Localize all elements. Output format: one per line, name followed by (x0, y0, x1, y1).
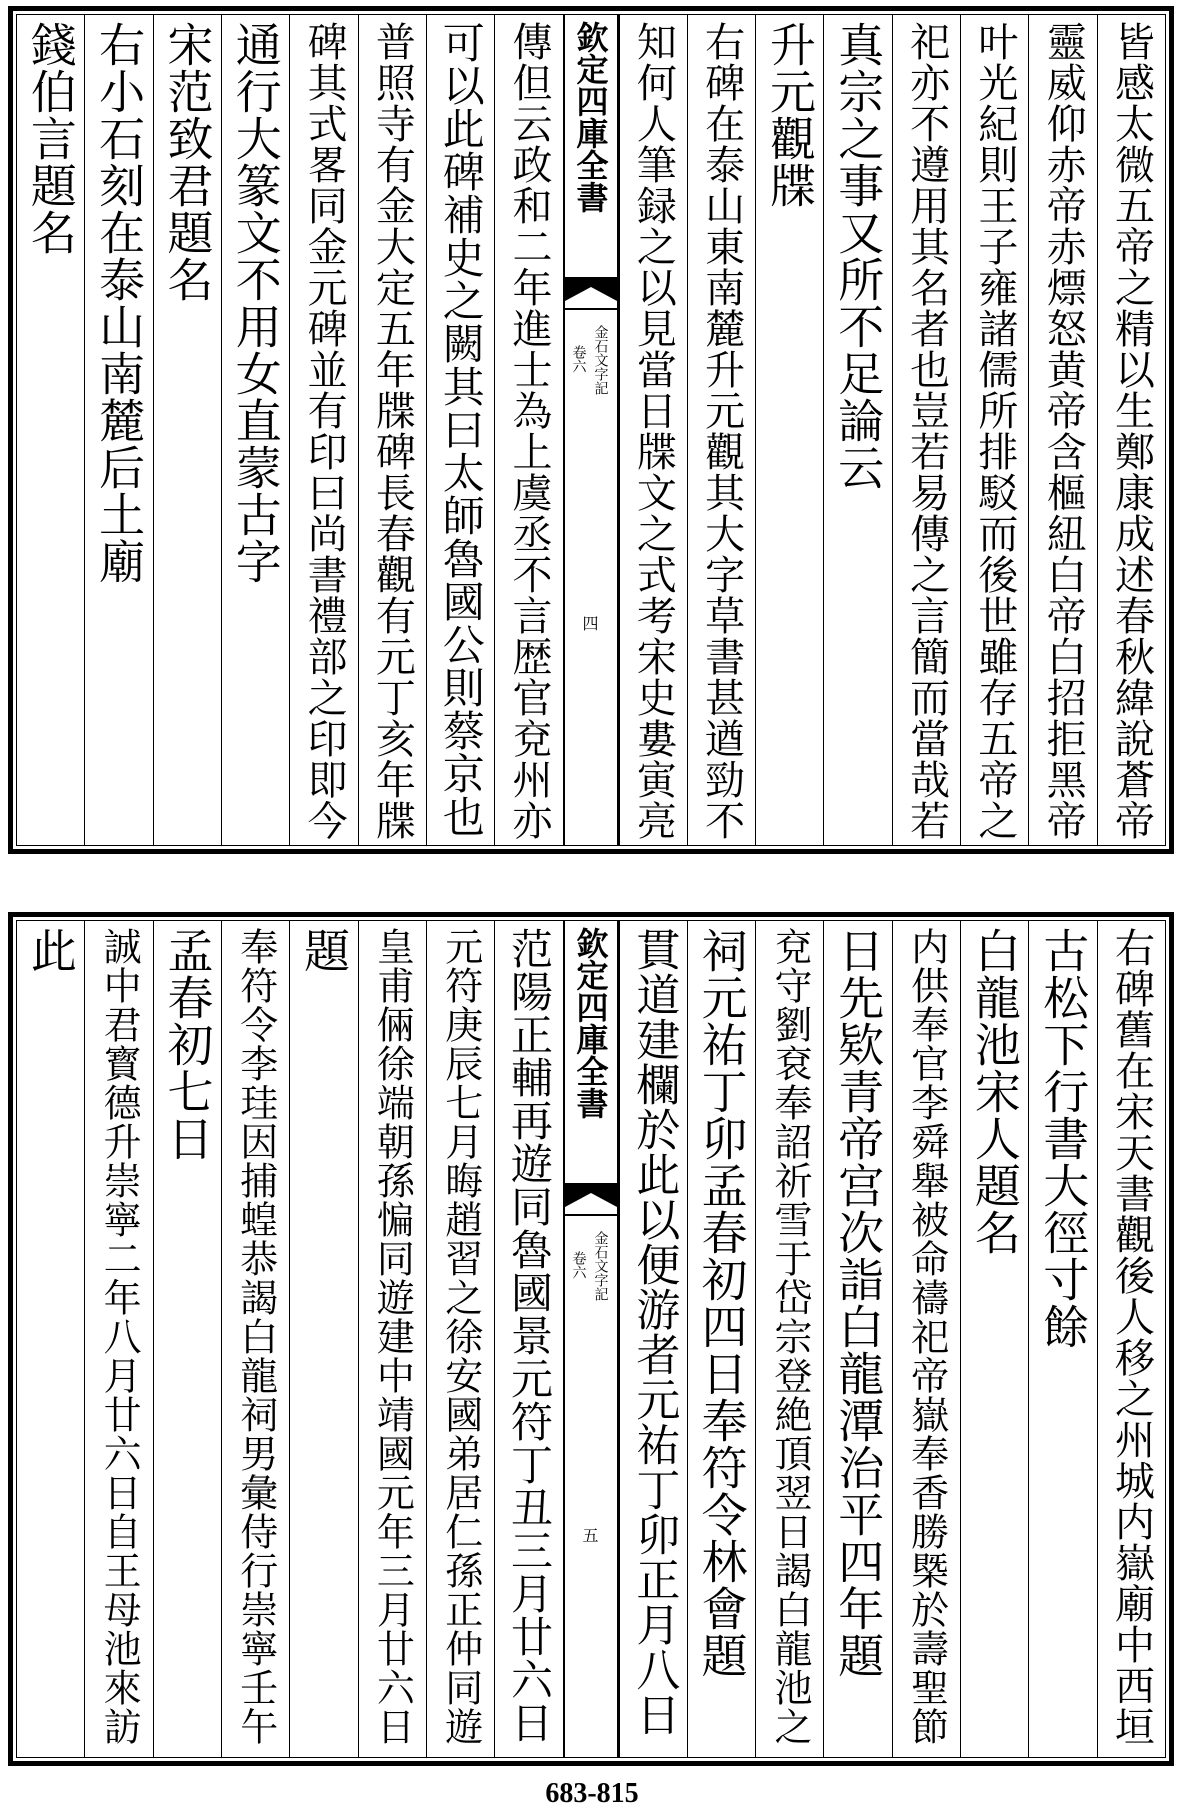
book-name: 金石文字記 (592, 1231, 609, 1301)
text-column (358, 15, 426, 845)
volume-number: 卷六 (570, 345, 587, 373)
text-column (1097, 15, 1165, 845)
column-text: 右碑舊在宋天書觀後人移之州城内嶽廟中西垣 (1108, 927, 1155, 1747)
book-margin-column (563, 15, 619, 845)
bottom-page (8, 912, 1174, 1766)
text-column (289, 15, 357, 845)
column-text: 右小石刻在泰山南麓后土廟 (92, 21, 147, 585)
text-column (1097, 921, 1165, 1757)
column-text: 誠中君寳德升崇寧二年八月廿六日自王母池來訪 (97, 927, 142, 1746)
column-text: 題 (297, 927, 352, 974)
text-column (494, 15, 562, 845)
page-number-footer: 683-815 (545, 1778, 639, 1809)
column-text: 范陽正輔再遊同魯國景元符丁丑三月廿六日 (505, 927, 554, 1744)
column-text: 碑其式畧同金元碑並有印曰尚書禮部之印即今 (301, 21, 348, 841)
text-column (17, 15, 84, 845)
column-text: 通行大篆文不用女直蒙古字 (228, 21, 283, 585)
text-column (153, 15, 221, 845)
column-text: 祀亦不遵用其名者也豈若易傳之言簡而當哉若 (903, 21, 950, 841)
text-column (960, 921, 1028, 1757)
top-page-columns (16, 14, 1166, 846)
column-text: 真宗之事又所不足論云 (831, 21, 886, 491)
text-column (153, 921, 221, 1757)
section-heading: 錢伯言題名 (23, 21, 78, 256)
text-column (960, 15, 1028, 845)
column-text: 古松下行書大徑寸餘 (1036, 927, 1091, 1350)
section-heading: 升元觀牒 (762, 21, 817, 209)
text-column (687, 921, 755, 1757)
column-text: 兗守劉袞奉詔祈雪于岱宗登絶頂翌日謁白龍池之 (767, 927, 812, 1746)
book-title: 欽定四庫全書 (571, 21, 610, 213)
column-text: 此 (23, 927, 78, 974)
text-column (84, 921, 152, 1757)
text-column (84, 15, 152, 845)
fish-tail-ornament-icon (565, 1183, 617, 1219)
text-column (823, 921, 891, 1757)
text-column (1028, 15, 1096, 845)
text-column (755, 15, 823, 845)
text-column (426, 921, 494, 1757)
column-text: 右碑在泰山東南麓升元觀其大字草書甚遒勁不 (698, 21, 745, 841)
column-text: 可以此碑補史之闕其曰太師魯國公則蔡京也 (436, 21, 486, 838)
leaf-number: 五 (582, 1526, 599, 1545)
bottom-page-columns (16, 920, 1166, 1758)
column-text: 皆感太微五帝之精以生鄭康成述春秋緯說蒼帝 (1108, 21, 1155, 841)
text-column (687, 15, 755, 845)
text-column (17, 921, 84, 1757)
section-heading: 白龍池宋人題名 (967, 927, 1022, 1256)
column-text: 元符庚辰七月晦趙習之徐安國弟居仁孫正仲同遊 (438, 927, 483, 1746)
text-column (619, 921, 687, 1757)
column-text: 靈威仰赤帝赤熛怒黄帝含樞紐白帝白招拒黑帝 (1040, 21, 1087, 841)
fish-tail-ornament-icon (565, 277, 617, 313)
column-text: 日先欵青帝宫次詣白龍潭治平四年題 (831, 927, 886, 1679)
text-column (1028, 921, 1096, 1757)
text-column (823, 15, 891, 845)
column-text: 内供奉官李舜舉被命禱祀帝嶽奉香勝槩於壽聖節 (904, 927, 949, 1746)
column-text: 祠元祐丁卯孟春初四日奉符令林會題 (694, 927, 749, 1679)
text-column (755, 921, 823, 1757)
text-column (221, 15, 289, 845)
volume-number: 卷六 (570, 1251, 587, 1279)
text-column (494, 921, 562, 1757)
column-text: 叶光紀則王子雍諸儒所排駁而後世雖存五帝之 (971, 21, 1018, 841)
book-name: 金石文字記 (592, 325, 609, 395)
column-text: 奉符令李珪因捕蝗恭謁白龍祠男彙侍行崇寧壬午 (233, 927, 278, 1746)
book-title: 欽定四庫全書 (571, 927, 610, 1119)
text-column (892, 921, 960, 1757)
column-text: 皇甫倆徐端朝孫惼同遊建中靖國元年三月廿六日 (370, 927, 415, 1746)
column-text: 傳但云政和二年進士為上虞丞不言歴官兗州亦 (506, 21, 552, 841)
text-column (358, 921, 426, 1757)
column-text: 孟春初七日 (160, 927, 215, 1162)
top-page (8, 6, 1174, 854)
column-text: 普照寺有金大定五年牒碑長春觀有元丁亥年牒 (369, 21, 416, 841)
text-column (892, 15, 960, 845)
section-heading: 宋范致君題名 (160, 21, 215, 303)
leaf-number: 四 (582, 614, 599, 633)
text-column (619, 15, 687, 845)
book-margin-column (563, 921, 619, 1757)
column-text: 知何人筆録之以見當日牒文之式考宋史婁寅亮 (630, 21, 677, 841)
text-column (289, 921, 357, 1757)
text-column (221, 921, 289, 1757)
column-text: 貫道建欄於此以便游者元祐丁卯正月八日 (628, 927, 680, 1737)
text-column (426, 15, 494, 845)
